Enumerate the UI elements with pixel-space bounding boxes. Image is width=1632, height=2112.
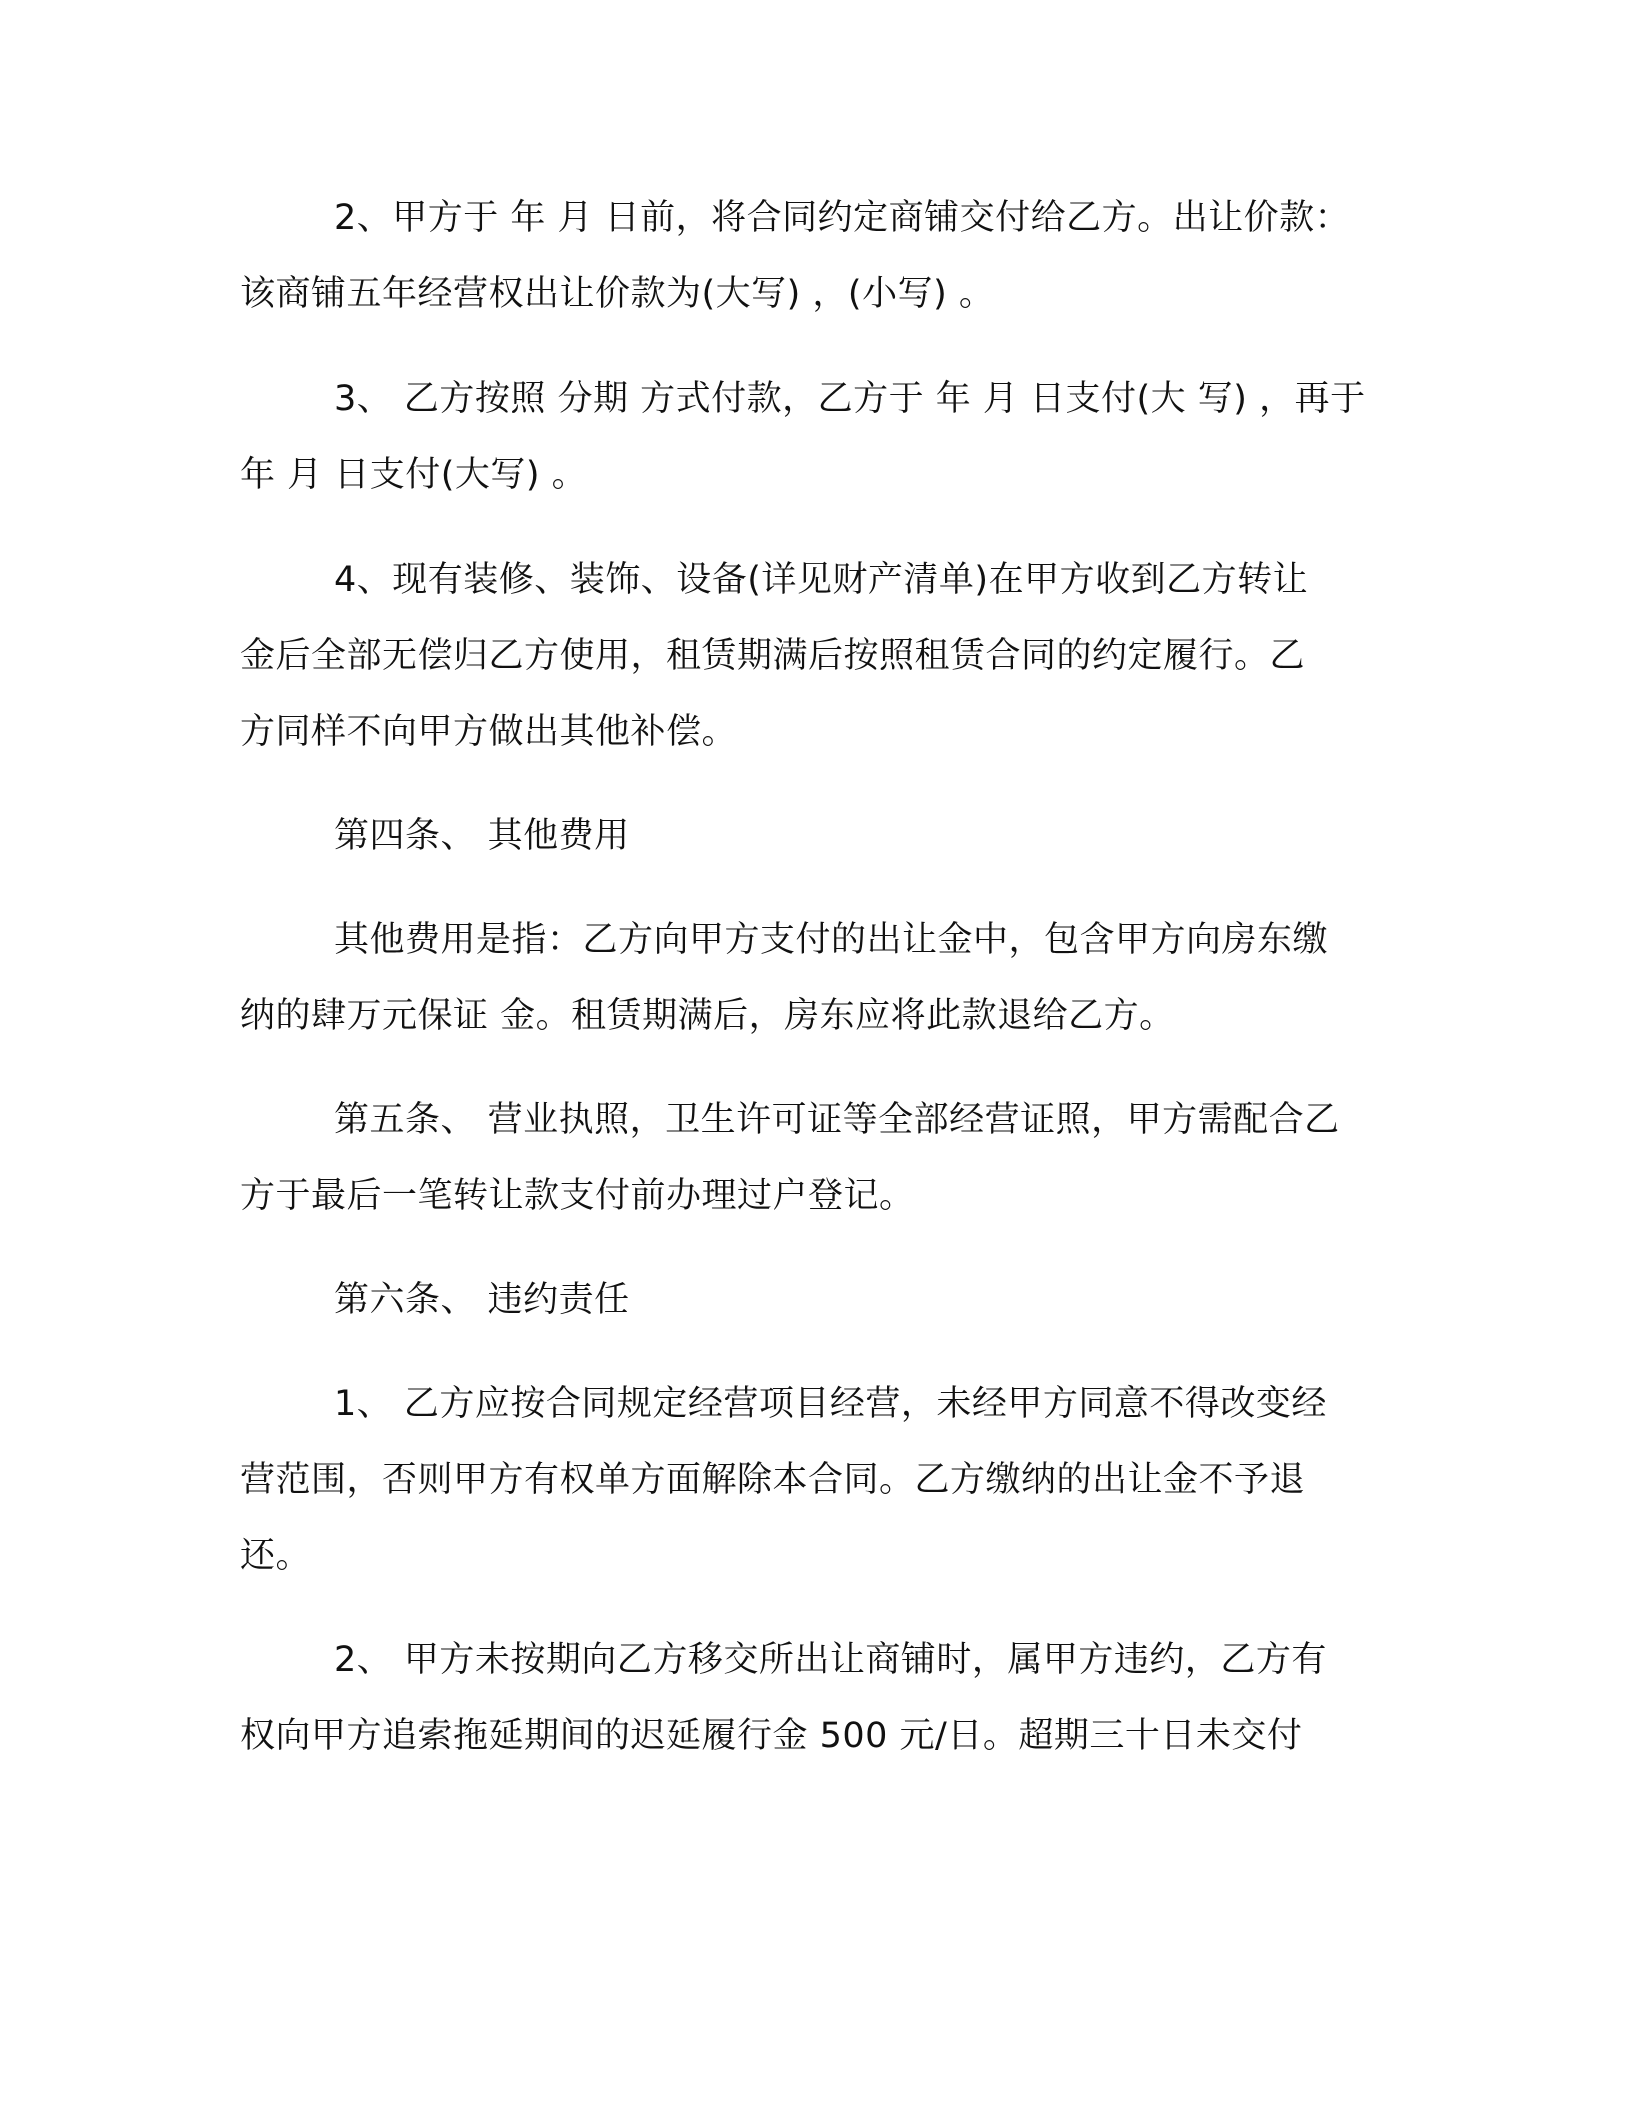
text-line: 方同样不向甲方做出其他补偿。 xyxy=(240,712,738,752)
text-line: 该商铺五年经营权出让价款为(大写) ，(小写) 。 xyxy=(240,274,995,314)
text-line: 还。 xyxy=(240,1536,312,1576)
text-line: 营范围，否则甲方有权单方面解除本合同。乙方缴纳的出让金不予退 xyxy=(240,1460,1306,1500)
text-line: 权向甲方追索拖延期间的迟延履行金 500 元/日。超期三十日未交付 xyxy=(240,1716,1303,1756)
text-line: 3、 乙方按照 分期 方式付款，乙方于 年 月 日支付(大 写) ，再于 xyxy=(334,379,1366,419)
text-line: 4、现有装修、装饰、设备(详见财产清单)在甲方收到乙方转让 xyxy=(334,560,1309,600)
text-line: 其他费用是指：乙方向甲方支付的出让金中，包含甲方向房东缴 xyxy=(334,920,1329,960)
text-line: 2、 甲方未按期向乙方移交所出让商铺时，属甲方违约，乙方有 xyxy=(334,1640,1327,1680)
text-line: 1、 乙方应按合同规定经营项目经营，未经甲方同意不得改变经 xyxy=(334,1384,1327,1424)
text-line: 年 月 日支付(大写) 。 xyxy=(240,455,588,495)
text-line: 2、甲方于 年 月 日前，将合同约定商铺交付给乙方。出让价款： xyxy=(334,198,1351,238)
text-line: 第五条、 营业执照，卫生许可证等全部经营证照，甲方需配合乙 xyxy=(334,1100,1340,1140)
text-line: 金后全部无偿归乙方使用，租赁期满后按照租赁合同的约定履行。乙 xyxy=(240,636,1306,676)
text-line: 纳的肆万元保证 金。租赁期满后，房东应将此款退给乙方。 xyxy=(240,996,1175,1036)
section-heading: 第六条、 违约责任 xyxy=(334,1280,630,1320)
section-heading: 第四条、 其他费用 xyxy=(334,816,630,856)
text-line: 方于最后一笔转让款支付前办理过户登记。 xyxy=(240,1176,915,1216)
